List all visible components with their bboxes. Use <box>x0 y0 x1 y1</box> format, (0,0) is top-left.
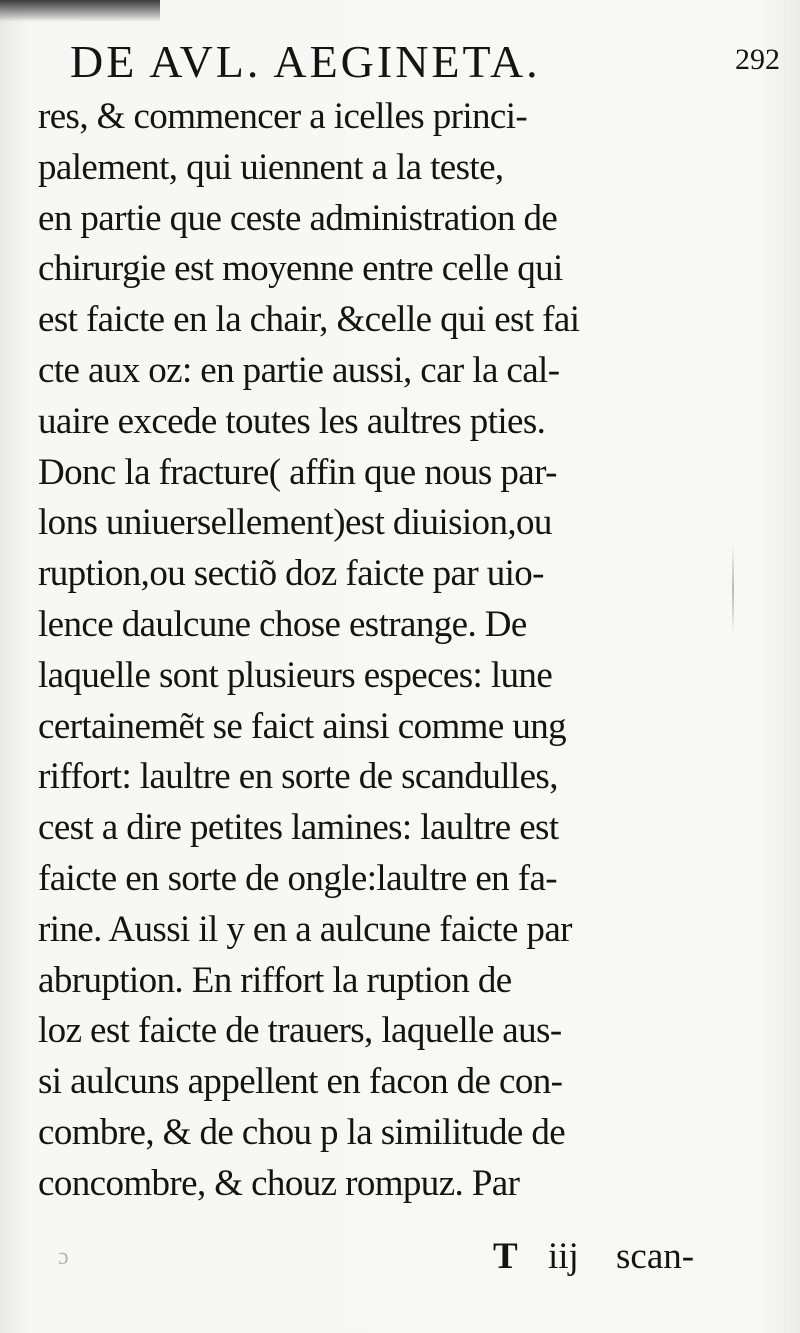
footer-catchline <box>38 1232 698 1282</box>
text-line: est faicte en la chair, &celle qui est fai <box>38 299 580 341</box>
text-line: loz est faicte de trauers, laquelle aus- <box>38 1010 562 1052</box>
text-line: laquelle sont plusieurs especes: lune <box>38 654 553 696</box>
body-text <box>38 92 698 1210</box>
text-line: chirurgie est moyenne entre celle qui <box>38 248 563 290</box>
text-line: cte aux oz: en partie aussi, car la cal- <box>38 349 560 391</box>
signature-mark: T <box>493 1236 518 1277</box>
text-line: rine. Aussi il y en a aulcune faicte par <box>38 908 572 950</box>
text-line: abruption. En riffort la ruption de <box>38 959 512 1001</box>
text-line: cest a dire petites lamines: laultre est <box>38 807 559 849</box>
text-line: palement, qui uiennent a la teste, <box>38 146 504 188</box>
margin-mark <box>732 545 734 635</box>
text-line: certainemẽt se faict ainsi comme ung <box>38 705 567 747</box>
text-line: si aulcuns appellent en facon de con- <box>38 1061 563 1103</box>
text-line: riffort: laultre en sorte de scandulles, <box>38 756 558 798</box>
signature-number: iij <box>548 1236 579 1277</box>
text-line: combre, & de chou p la similitude de <box>38 1111 566 1153</box>
page-number: 292 <box>735 43 780 76</box>
text-line: lence daulcune chose estrange. De <box>38 603 527 645</box>
page-edge-shadow <box>0 0 160 22</box>
text-line: uaire excede toutes les aultres pties. <box>38 400 546 442</box>
margin-stain: ɔ <box>58 1244 69 1270</box>
text-line: faicte en sorte de ongle:laultre en fa- <box>38 857 557 899</box>
text-line: ruption,ou sectiõ doz faicte par uio- <box>38 553 544 595</box>
text-line: Donc la fracture( affin que nous par- <box>38 451 557 493</box>
catchword: scan- <box>616 1236 695 1277</box>
text-line: concombre, & chouz rompuz. Par <box>38 1162 520 1204</box>
text-line: lons uniuersellement)est diuision,ou <box>38 502 552 544</box>
text-line: res, & commencer a icelles princi- <box>38 96 528 137</box>
page-header <box>70 32 780 92</box>
text-line: en partie que ceste administration de <box>38 197 558 239</box>
running-head: DE AVL. AEGINETA. <box>70 36 541 87</box>
